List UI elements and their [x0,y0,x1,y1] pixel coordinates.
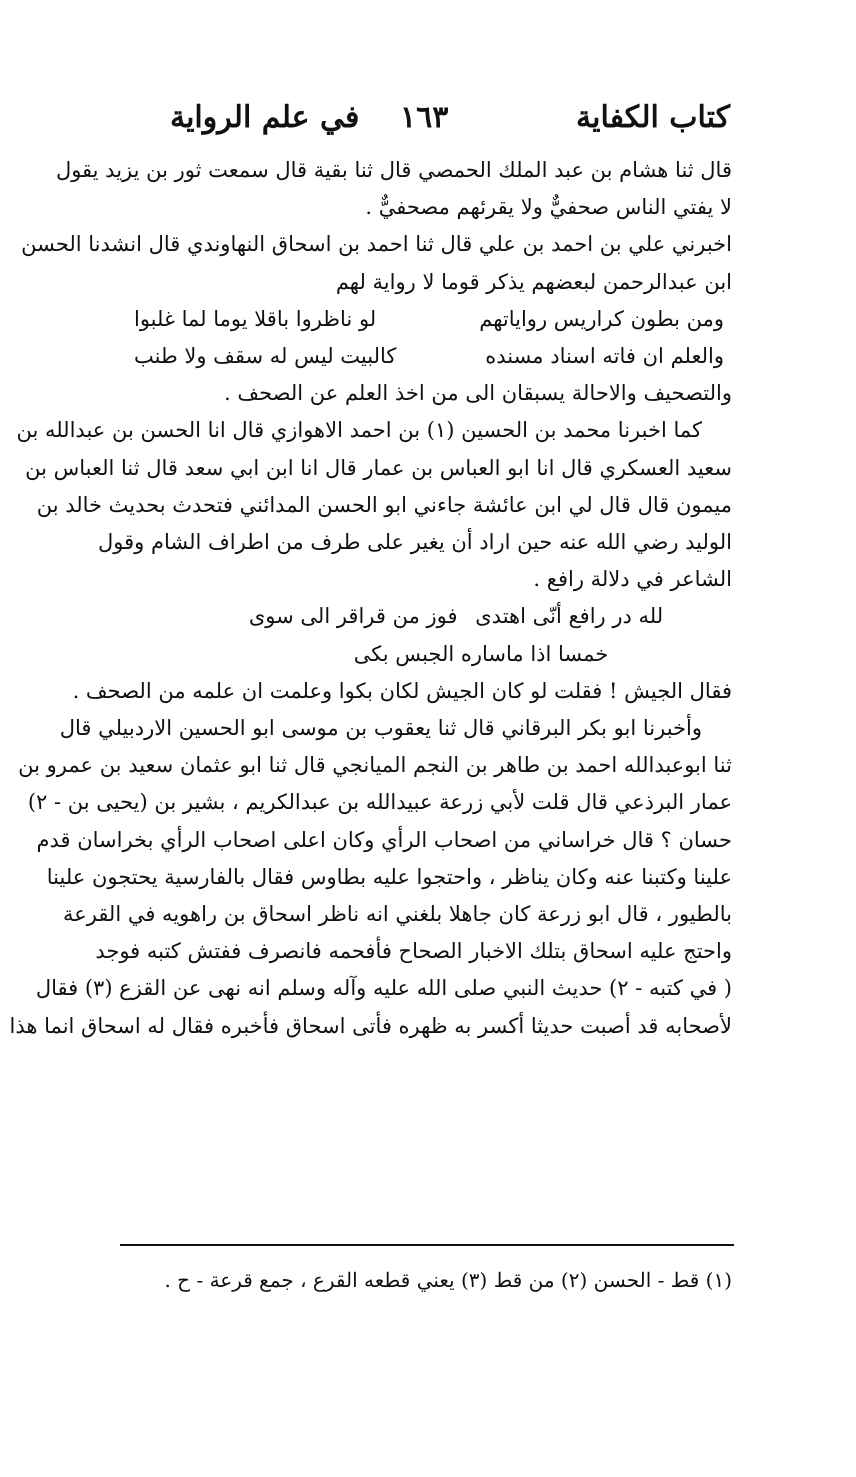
text-line: حسان ؟ قال خراساني من اصحاب الرأي وكان اعلى اصحاب الرأي بخراسان قدم [36,827,732,852]
text-line: لا يفتي الناس صحفيٌّ ولا يقرئهم مصحفيٌّ . [365,195,732,220]
text-line: سعيد العسكري قال انا ابو العباس بن عمار قال انا ابن ابي سعد قال ثنا العباس بن [25,455,732,480]
verse-first-hemistich: والعلم ان فاته اسناد مسنده [485,344,724,369]
text-line: ( في كتبه - ٢) حديث النبي صلى الله عليه وآله وسلم انه نهى عن القزع (٣) فقال [35,976,732,1001]
text-line: عمار البرذعي قال قلت لأبي زرعة عبيدالله بن عبدالكريم ، بشير بن (يحيى بن - ٢) [27,790,732,815]
book-title: كتاب الكفاية [576,100,730,135]
book-subtitle: في علم الرواية [170,100,360,135]
text-line: فقال الجيش ! فقلت لو كان الجيش لكان بكوا وعلمت ان علمه من الصحف . [72,678,732,703]
verse-line [120,338,732,375]
verse-line [120,598,732,635]
verse-first-hemistich: ومن بطون كراريس رواياتهم [479,306,724,331]
verse-line: خمسا اذا ماساره الجبس بكى [353,641,609,666]
text-line: الشاعر في دلالة رافع . [533,567,732,592]
text-line: وأخبرنا ابو بكر البرقاني قال ثنا يعقوب بن موسى ابو الحسين الاردبيلي قال [59,716,702,741]
verse-line [120,301,732,338]
text-line: لأصحابه قد أصبت حديثا أكسر به ظهره فأتى اسحاق فأخبره فقال له اسحاق انما هذا [9,1013,732,1038]
text-line: كما اخبرنا محمد بن الحسين (١) بن احمد الاهوازي قال انا الحسن بن عبدالله بن [16,418,702,443]
text-line: والتصحيف والاحالة يسبقان الى من اخذ العلم عن الصحف . [223,381,732,406]
page-number: ١٦٣ [400,100,449,135]
verse-second-hemistich: كالبيت ليس له سقف ولا طنب [134,344,397,369]
text-line: قال ثنا هشام بن عبد الملك الحمصي قال ثنا بقية قال سمعت ثور بن يزيد يقول [55,158,732,182]
page-header [150,100,730,146]
footnote: (١) قط - الحسن (٢) من قط (٣) يعني قطعه القرع ، جمع قرعة - ح . [164,1268,732,1292]
text-line: علينا وكتبنا عنه وكان يناظر ، واحتجوا عليه بطاوس فقال بالفارسية يحتجون علينا [46,864,732,889]
text-line: بالطيور ، قال ابو زرعة كان جاهلا بلغني انه ناظر اسحاق بن راهويه في القرعة [62,902,732,927]
verse-first-hemistich: لله در رافع أنّى اهتدى [475,604,664,629]
page-body [9,152,732,1045]
verse-second-hemistich: فوز من قراقر الى سوى [248,604,458,629]
text-line: ثنا ابوعبدالله احمد بن طاهر بن النجم الميانجي قال ثنا ابو عثمان سعيد بن عمرو بن [18,753,732,778]
text-line: اخبرني علي بن احمد بن علي قال ثنا احمد بن اسحاق النهاوندي قال انشدنا الحسن [21,232,732,257]
text-line: ميمون قال قال لي ابن عائشة جاءني ابو الحسن المدائني فتحدث بحديث خالد بن [36,492,732,517]
footnote-divider [120,1244,734,1246]
text-line: واحتج عليه اسحاق بتلك الاخبار الصحاح فأفحمه فانصرف ففتش كتبه فوجد [95,939,732,964]
verse-second-hemistich: لو ناظروا باقلا يوما لما غلبوا [134,306,377,331]
text-line: الوليد رضي الله عنه حين اراد أن يغير على طرف من اطراف الشام وقول [98,530,732,555]
text-line: ابن عبدالرحمن لبعضهم يذكر قوما لا رواية لهم [335,269,732,294]
